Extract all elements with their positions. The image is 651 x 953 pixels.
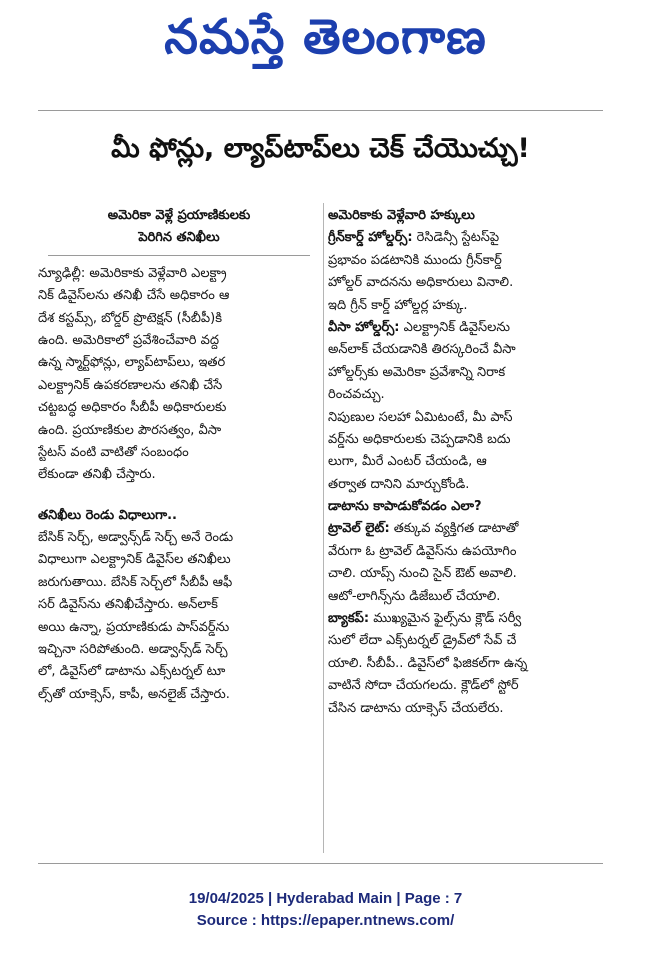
line-text: చేసిన డాటాను యాక్సెస్ చేయలేరు. bbox=[328, 700, 504, 716]
line-text: అన్‌లాక్ చేయడానికి తిరస్కరించే వీసా bbox=[328, 342, 516, 358]
travel-light-paragraph bbox=[328, 518, 610, 608]
line-text: వేరుగా ఓ ట్రావెల్ డివైస్‌ను ఉపయోగిం bbox=[328, 543, 517, 559]
text-line bbox=[328, 295, 610, 317]
line-text: ఎలక్ట్రానిక్ డివైస్‌లను bbox=[399, 319, 510, 335]
right-subhead-rights: అమెరికాకు వెళ్లేవారి హక్కులు bbox=[328, 208, 475, 223]
text-line bbox=[328, 272, 610, 294]
footer-date-edition: 19/04/2025 | Hyderabad Main | Page : 7 bbox=[188, 890, 463, 907]
text-line: లుగా, మీరే ఎంటర్ చేయండి, ఆ bbox=[328, 454, 487, 470]
text-line: ఉంది. ప్రయాణికుల పౌరసత్వం, వీసా bbox=[38, 422, 222, 438]
text-line: అయి ఉన్నా, ప్రయాణికుడు పాస్‌వర్డ్‌ను bbox=[38, 619, 230, 635]
text-line: ఉన్న స్మార్ట్‌ఫోన్లు, ల్యాప్‌టాప్‌లు, ఇతర bbox=[38, 355, 226, 371]
text-line bbox=[328, 630, 610, 652]
kicker-divider bbox=[48, 255, 310, 256]
article-headline: మీ ఫోన్లు, ల్యాప్‌టాప్‌లు చెక్ చేయొచ్చు! bbox=[111, 133, 530, 164]
kicker-line: పెరిగిన తనిఖీలు bbox=[138, 230, 220, 246]
backup-paragraph bbox=[328, 608, 610, 720]
text-line bbox=[328, 384, 610, 406]
right-column bbox=[328, 205, 610, 720]
text-line bbox=[328, 317, 610, 339]
text-line: నిపుణుల సలహా ఏమిటంటే, మీ పాస్ bbox=[328, 409, 513, 425]
text-line: లేకుండా తనిఖీ చేస్తారు. bbox=[38, 467, 156, 483]
text-line: ఉంది. అమెరికాలో ప్రవేశించేవారి వద్ద bbox=[38, 332, 220, 348]
line-text: సులో లేదా ఎక్స్‌టర్నల్ డ్రైవ్‌లో సేవ్ చే bbox=[328, 633, 517, 649]
text-line: విధాలుగా ఎలక్ట్రానిక్ డివైస్‌ల తనిఖీలు bbox=[38, 552, 231, 568]
text-line: బేసిక్ సెర్చ్, అడ్వాన్స్‌డ్ సెర్చ్ అనే రెండు bbox=[38, 530, 234, 546]
footer-source: Source : https://epaper.ntnews.com/ bbox=[196, 912, 455, 929]
text-line: నిక్ డివైస్‌లను తనిఖీ చేసే అధికారం ఆ bbox=[38, 288, 230, 304]
lead-term: గ్రీన్‌కార్డ్ హోల్డర్స్: bbox=[328, 230, 413, 246]
text-line: సర్ డివైస్‌ను తనిఖీచేస్తారు. అన్‌లాక్ bbox=[38, 597, 218, 613]
line-text: యాలి. సీబీపీ.. డివైస్‌లో ఫిజికల్‌గా ఉన్న bbox=[328, 655, 528, 671]
text-line bbox=[328, 563, 610, 585]
kicker-line: అమెరికా వెళ్లే ప్రయాణికులకు bbox=[107, 208, 251, 223]
line-text: ముఖ్యమైన ఫైల్స్‌ను క్లౌడ్ సర్వీ bbox=[369, 611, 522, 627]
text-line: న్యూఢిల్లీ: అమెరికాకు వెళ్లేవారి ఎలక్ట్రా bbox=[38, 265, 227, 281]
right-subhead-protect-data: డాటాను కాపాడుకోవడం ఎలా? bbox=[328, 499, 482, 515]
text-line bbox=[328, 586, 610, 608]
text-line: జరుగుతాయి. బేసిక్ సెర్చ్‌లో సీబీపీ ఆఫీ bbox=[38, 574, 233, 590]
left-paragraph-2 bbox=[38, 527, 320, 706]
text-line bbox=[328, 227, 610, 249]
text-line: ఇచ్చినా సరిపోతుంది. అడ్వాన్స్‌డ్ సెర్చ్ bbox=[38, 642, 228, 658]
line-text: రించవచ్చు. bbox=[328, 387, 385, 403]
left-subhead: తనిఖీలు రెండు విధాలుగా.. bbox=[38, 507, 177, 523]
green-card-holders-paragraph bbox=[328, 227, 610, 317]
line-text: వాటినే సోదా చేయగలదు. క్లౌడ్‌లో స్టోర్ bbox=[328, 678, 519, 694]
text-line bbox=[328, 608, 610, 630]
line-text: చాలి. యాప్స్ నుంచి సైన్ ఔట్ అవాలి. bbox=[328, 566, 517, 582]
line-text: తక్కువ వ్యక్తిగత డాటాతో bbox=[389, 521, 519, 537]
text-line: చట్టబద్ధ అధికారం సీబీపీ అధికారులకు bbox=[38, 400, 227, 416]
newspaper-logo: నమస్తే తెలంగాణ bbox=[164, 9, 487, 65]
column-divider bbox=[323, 203, 324, 853]
text-line: దేశ కస్టమ్స్, బోర్డర్ ప్రొటెక్షన్ (సీబీపీ)కి bbox=[38, 310, 222, 326]
lead-term: ట్రావెల్ లైట్: bbox=[328, 521, 390, 537]
text-line: తర్వాత దానిని మార్చుకోండి. bbox=[328, 476, 470, 492]
text-line bbox=[328, 339, 610, 361]
line-text: హోల్డర్స్‌కు అమెరికా ప్రవేశాన్ని నిరాక bbox=[328, 364, 506, 380]
line-text: ఆటో-లాగిన్స్‌ను డిజేబుల్ చేయాలి. bbox=[328, 588, 501, 604]
lead-term: వీసా హోల్డర్స్: bbox=[328, 319, 400, 335]
left-paragraph-1 bbox=[38, 263, 320, 487]
line-text: రెసిడెన్సీ స్టేటస్‌పై bbox=[412, 230, 500, 246]
line-text: ప్రభావం పడటానికి ముందు గ్రీన్‌కార్డ్ bbox=[328, 252, 502, 268]
text-line: ల్స్‌తో యాక్సెస్, కాపీ, అనలైజ్ చేస్తారు. bbox=[38, 686, 230, 702]
text-line bbox=[328, 250, 610, 272]
text-line bbox=[328, 541, 610, 563]
text-line bbox=[328, 362, 610, 384]
text-line: స్టేటస్ వంటి వాటితో సంబంధం bbox=[38, 444, 189, 460]
text-line bbox=[328, 653, 610, 675]
left-column bbox=[38, 205, 320, 706]
text-line bbox=[328, 518, 610, 540]
visa-holders-paragraph bbox=[328, 317, 610, 407]
text-line bbox=[328, 675, 610, 697]
expert-advice-paragraph bbox=[328, 407, 610, 497]
masthead bbox=[0, 2, 651, 84]
text-line: ఎలక్ట్రానిక్ ఉపకరణాలను తనిఖీ చేసే bbox=[38, 377, 223, 393]
text-line: వర్డ్‌ను అధికారులకు చెప్పడానికి బదు bbox=[328, 431, 511, 447]
article-frame bbox=[38, 110, 603, 864]
line-text: హోల్డర్ వాదనను అధికారులు వినాలి. bbox=[328, 275, 514, 291]
text-line: లో, డివైస్‌లో డాటాను ఎక్స్‌టర్నల్ టూ bbox=[38, 664, 226, 680]
page-footer bbox=[0, 888, 651, 932]
text-line bbox=[328, 698, 610, 720]
lead-term: బ్యాకప్: bbox=[328, 611, 370, 627]
line-text: ఇది గ్రీన్ కార్డ్ హోల్డర్ల హక్కు. bbox=[328, 297, 468, 313]
